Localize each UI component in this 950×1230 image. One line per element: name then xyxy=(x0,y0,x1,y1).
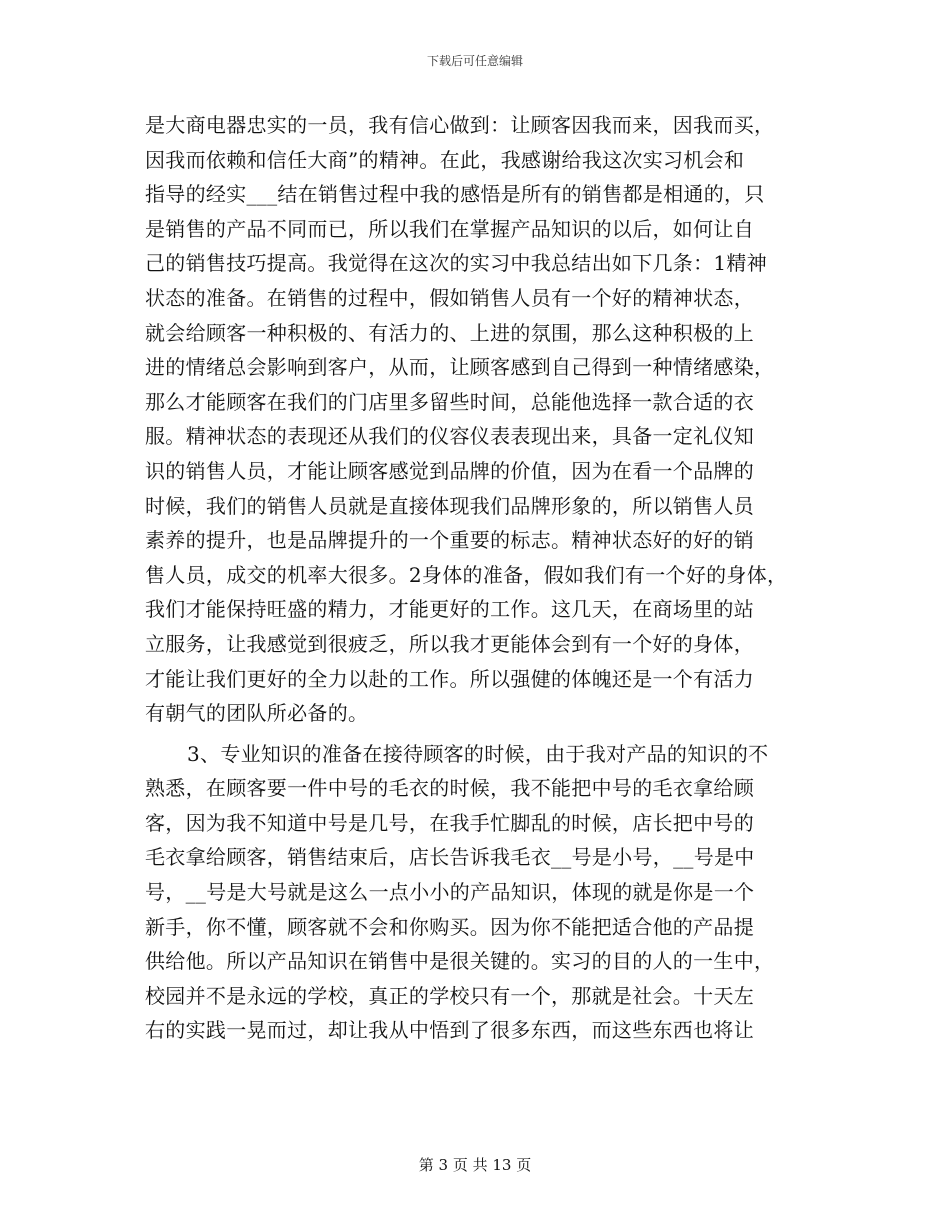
text-line: 因我而依赖和信任大商”的精神。在此，我感谢给我这次实习机会和 xyxy=(145,147,745,172)
text-line: 指导的经实___结在销售过程中我的感悟是所有的销售都是相通的，只 xyxy=(145,182,765,207)
text-line: 就会给顾客一种积极的、有活力的、上进的氛围，那么这种积极的上 xyxy=(145,320,754,345)
text-line: 熟悉，在顾客要一件中号的毛衣的时候，我不能把中号的毛衣拿给顾 xyxy=(145,776,754,801)
text-line: 素养的提升，也是品牌提升的一个重要的标志。精神状态好的好的销 xyxy=(145,528,754,553)
text-line: 状态的准备。在销售的过程中，假如销售人员有一个好的精神状态， xyxy=(145,285,754,310)
text-line: 是销售的产品不同而已，所以我们在掌握产品知识的以后，如何让自 xyxy=(145,216,754,241)
text-line: 校园并不是永远的学校，真正的学校只有一个，那就是社会。十天左 xyxy=(145,983,754,1008)
text-line: 有朝气的团队所必备的。 xyxy=(145,701,369,726)
text-line: 右的实践一晃而过，却让我从中悟到了很多东西，而这些东西也将让 xyxy=(145,1018,754,1043)
text-line: 我们才能保持旺盛的精力，才能更好的工作。这几天，在商场里的站 xyxy=(145,597,754,622)
text-line: 新手，你不懂，顾客就不会和你购买。因为你不能把适合他的产品提 xyxy=(145,914,754,939)
text-line: 那么才能顾客在我们的门店里多留些时间，总能他选择一款合适的衣 xyxy=(145,389,754,414)
text-line: 进的情绪总会影响到客户，从而，让顾客感到自己得到一种情绪感染， xyxy=(145,355,775,380)
text-line: 毛衣拿给顾客，销售结束后，店长告诉我毛衣__号是小号，__号是中 xyxy=(145,845,755,870)
text-line: 识的销售人员，才能让顾客感觉到品牌的价值，因为在看一个品牌的 xyxy=(145,458,754,483)
text-line: 客，因为我不知道中号是几号，在我手忙脚乱的时候，店长把中号的 xyxy=(145,810,754,835)
paragraph-start-line: 3、专业知识的准备在接待顾客的时候，由于我对产品的知识的不 xyxy=(187,741,769,766)
text-line: 号，__号是大号就是这么一点小小的产品知识，体现的就是你是一个 xyxy=(145,880,755,905)
text-line: 是大商电器忠实的一员，我有信心做到：让顾客因我而来，因我而买， xyxy=(145,113,775,137)
text-line: 己的销售技巧提高。我觉得在这次的实习中我总结出如下几条：1精神 xyxy=(145,251,768,276)
text-line: 立服务，让我感觉到很疲乏，所以我才更能体会到有一个好的身体， xyxy=(145,631,754,656)
body-text xyxy=(145,108,815,1048)
text-line: 才能让我们更好的全力以赴的工作。所以强健的体魄还是一个有活力 xyxy=(145,666,754,691)
text-line: 供给他。所以产品知识在销售中是很关键的。实习的目的人的一生中， xyxy=(145,949,775,974)
text-line: 时候，我们的销售人员就是直接体现我们品牌形象的，所以销售人员 xyxy=(145,493,754,518)
download-note: 下载后可任意编辑 xyxy=(426,54,523,68)
text-line: 服。精神状态的表现还从我们的仪容仪表表现出来，具备一定礼仪知 xyxy=(145,424,754,449)
text-line: 售人员，成交的机率大很多。2身体的准备，假如我们有一个好的身体， xyxy=(145,562,788,587)
page-number: 第 3 页 共 13 页 xyxy=(418,1156,532,1174)
